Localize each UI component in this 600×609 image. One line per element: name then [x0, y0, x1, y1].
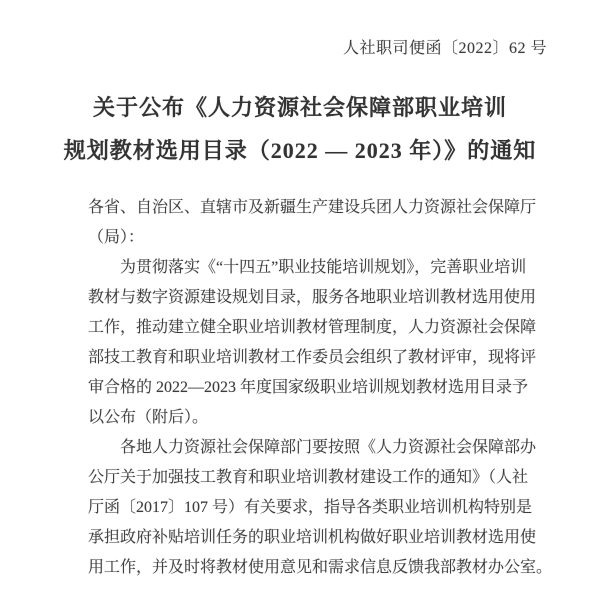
document-line: 用工作，并及时将教材使用意见和需求信息反馈我部教材办公室。	[88, 559, 553, 576]
document-line: 厅函〔2017〕107 号）有关要求，指导各类职业培训机构特别是	[88, 499, 533, 516]
document-line: （局）：	[88, 229, 145, 246]
document-line: 公厅关于加强技工教育和职业培训教材建设工作的通知》（人社	[88, 469, 529, 486]
document-line: 教材与数字资源建设规划目录，服务各地职业培训教材选用使用	[88, 289, 537, 306]
document-line: 为贯彻落实《“十四五”职业技能培训规划》，完善职业培训	[88, 259, 527, 276]
document-line: 各地人力资源社会保障部门要按照《人力资源社会保障部办	[88, 439, 537, 456]
document-title	[0, 86, 600, 172]
document-line: 工作，推动建立健全职业培训教材管理制度，人力资源社会保障	[88, 319, 537, 336]
document-line: 部技工教育和职业培训教材工作委员会组织了教材评审，现将评	[88, 349, 537, 366]
document-title-line-1: 关于公布《人力资源社会保障部职业培训	[92, 95, 507, 120]
document-line: 各省、自治区、直辖市及新疆生产建设兵团人力资源社会保障厅	[88, 199, 537, 216]
document-title-line-2: 规划教材选用目录（2022 — 2023 年）》的通知	[63, 138, 537, 163]
document-line: 审合格的 2022—2023 年度国家级职业培训规划教材选用目录予	[88, 379, 529, 396]
document-line: 承担政府补贴培训任务的职业培训机构做好职业培训教材选用使	[88, 529, 537, 546]
document-line: 以公布（附后）。	[88, 409, 209, 426]
document-body	[88, 193, 553, 583]
document-number: 人社职司便函〔2022〕62 号	[342, 40, 547, 57]
